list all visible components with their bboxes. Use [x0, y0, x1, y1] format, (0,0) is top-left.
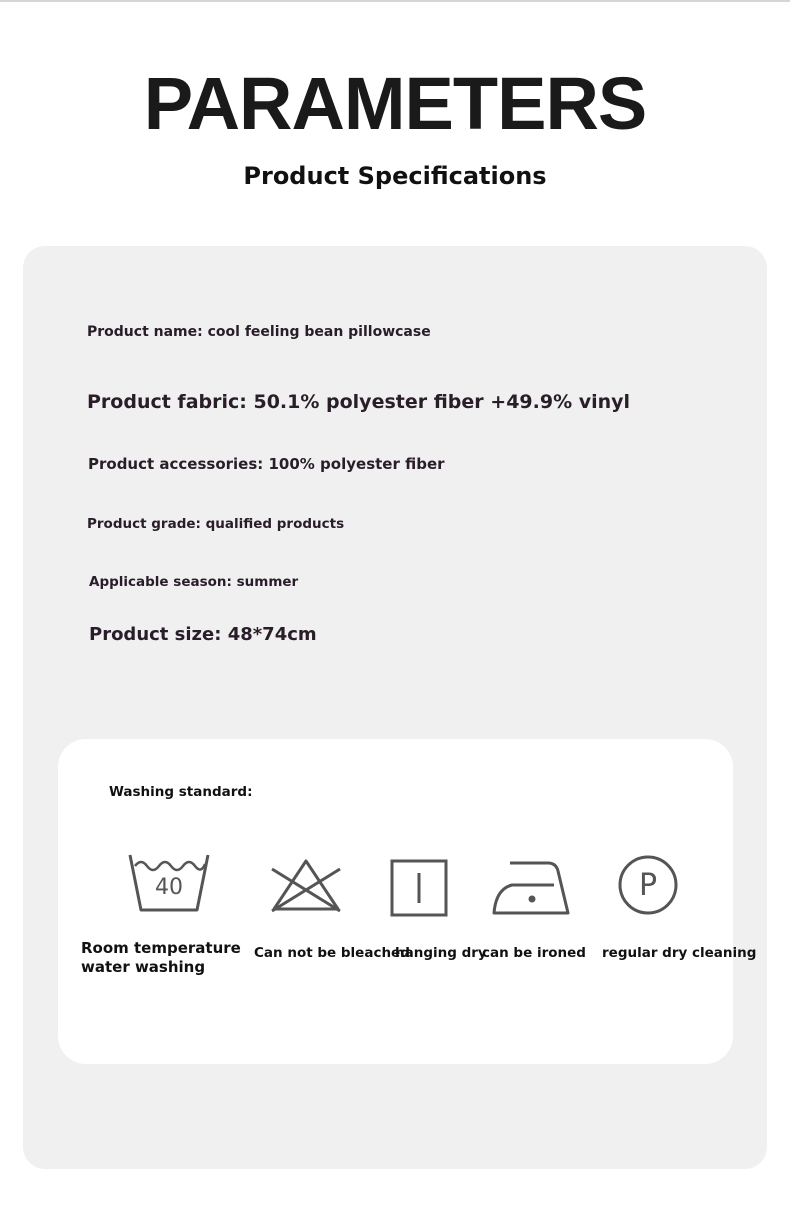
page-title: PARAMETERS: [143, 62, 647, 145]
hang-dry-icon: [390, 859, 450, 917]
spec-product-fabric: Product fabric: 50.1% polyester fiber +49.9% vinyl: [87, 391, 631, 413]
wash-40-icon: [127, 852, 211, 914]
hang-dry-label: hanging dry: [395, 945, 487, 961]
spec-product-size: Product size: 48*74cm: [89, 624, 317, 645]
iron-label: can be ironed: [482, 945, 586, 961]
spec-product-name: Product name: cool feeling bean pillowcase: [87, 324, 431, 340]
spec-product-accessories: Product accessories: 100% polyester fiber: [88, 455, 445, 473]
spec-panel: [23, 246, 767, 1169]
spec-product-grade: Product grade: qualified products: [87, 516, 345, 532]
iron-icon: [490, 859, 570, 917]
wash-temp-label: 40: [155, 875, 183, 900]
dry-clean-letter: P: [638, 868, 658, 903]
no-bleach-icon: [268, 857, 344, 915]
washing-card: [58, 739, 757, 1064]
washing-title: Washing standard:: [109, 784, 253, 800]
spec-applicable-season: Applicable season: summer: [89, 574, 299, 590]
wash-label: Room temperature water washing: [81, 939, 241, 976]
top-divider: [0, 0, 790, 2]
dry-clean-icon: [616, 853, 680, 917]
page-subtitle: Product Specifications: [243, 162, 547, 190]
no-bleach-label: Can not be bleached: [254, 945, 410, 961]
dry-clean-label: regular dry cleaning: [602, 945, 757, 961]
